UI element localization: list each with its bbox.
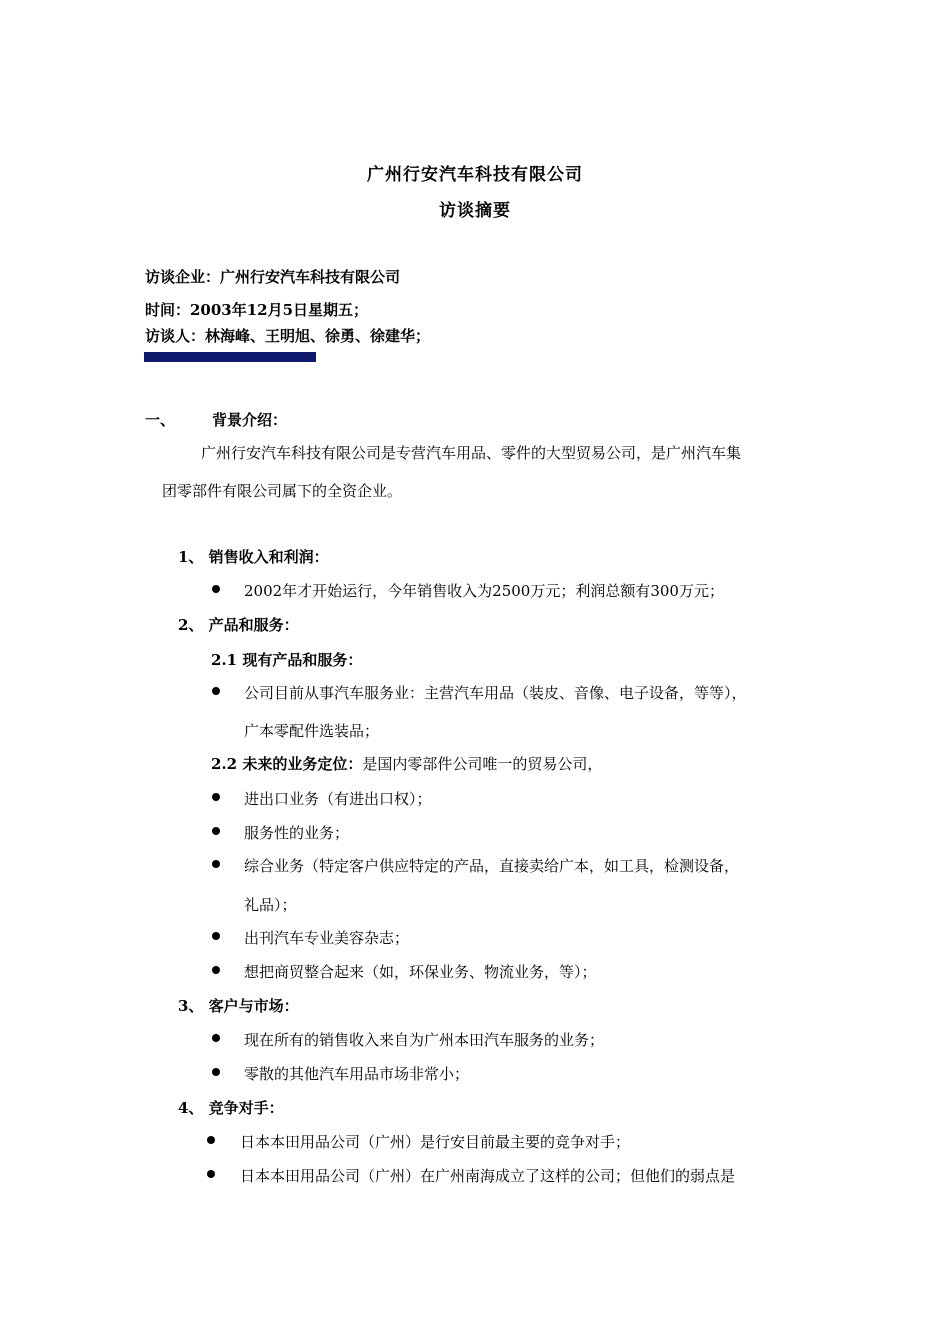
bullet-icon [212,1068,220,1076]
future-bullet-integrated-line2: 礼品）； [244,896,297,914]
future-positioning-text: 是国内零部件公司唯一的贸易公司， [362,755,603,773]
current-products-heading: 2.1 现有产品和服务： [211,651,363,669]
future-bullet-import-export: 进出口业务（有进出口权）； [244,790,432,808]
bullet-icon [207,1170,215,1178]
customers-heading: 3、 客户与市场： [178,997,299,1015]
future-bullet-service: 服务性的业务； [244,824,350,842]
bullet-icon [212,793,220,801]
bullet-icon [212,860,220,868]
competitors-bullet-2: 日本本田用品公司（广州）在广州南海成立了这样的公司；但他们的弱点是 [240,1167,736,1185]
background-heading: 背景介绍： [212,411,288,429]
background-paragraph-line1: 广州行安汽车科技有限公司是专营汽车用品、零件的大型贸易公司，是广州汽车集 [201,444,742,462]
sales-heading: 1、 销售收入和利润： [178,548,329,566]
document-title: 广州行安汽车科技有限公司 [367,165,583,185]
bullet-icon [212,585,220,593]
sales-bullet: 2002年才开始运行，今年销售收入为2500万元；利润总额有300万元； [244,582,724,600]
interviewers: 访谈人：林海峰、王明旭、徐勇、徐建华； [145,327,431,345]
interview-time: 时间：2003年12月5日星期五； [145,301,369,319]
products-heading: 2、 产品和服务： [178,616,299,634]
customers-bullet-2: 零散的其他汽车用品市场非常小； [244,1065,470,1083]
competitors-bullet-1: 日本本田用品公司（广州）是行安目前最主要的竞争对手； [240,1133,631,1151]
bullet-icon [212,827,220,835]
interview-company: 访谈企业：广州行安汽车科技有限公司 [145,268,401,286]
current-products-line2: 广本零配件选装品； [244,722,380,740]
bullet-icon [207,1136,215,1144]
current-products-line1: 公司目前从事汽车服务业：主营汽车用品（装皮、音像、电子设备，等等）， [244,684,747,702]
future-positioning [211,753,602,774]
bullet-icon [212,687,220,695]
background-paragraph-line2: 团零部件有限公司属下的全资企业。 [162,482,403,500]
section-number: 一、 [145,411,176,429]
competitors-heading: 4、 竞争对手： [178,1099,284,1117]
bullet-icon [212,932,220,940]
header-divider [144,352,316,362]
customers-bullet-1: 现在所有的销售收入来自为广州本田汽车服务的业务； [244,1031,605,1049]
bullet-icon [212,966,220,974]
future-bullet-integration: 想把商贸整合起来（如，环保业务、物流业务，等）； [244,963,597,981]
future-bullet-integrated-line1: 综合业务（特定客户供应特定的产品，直接卖给广本，如工具，检测设备， [244,857,740,875]
bullet-icon [212,1034,220,1042]
future-bullet-magazine: 出刊汽车专业美容杂志； [244,929,410,947]
future-positioning-heading: 2.2 未来的业务定位： [211,755,363,773]
document-subtitle: 访谈摘要 [439,201,511,221]
